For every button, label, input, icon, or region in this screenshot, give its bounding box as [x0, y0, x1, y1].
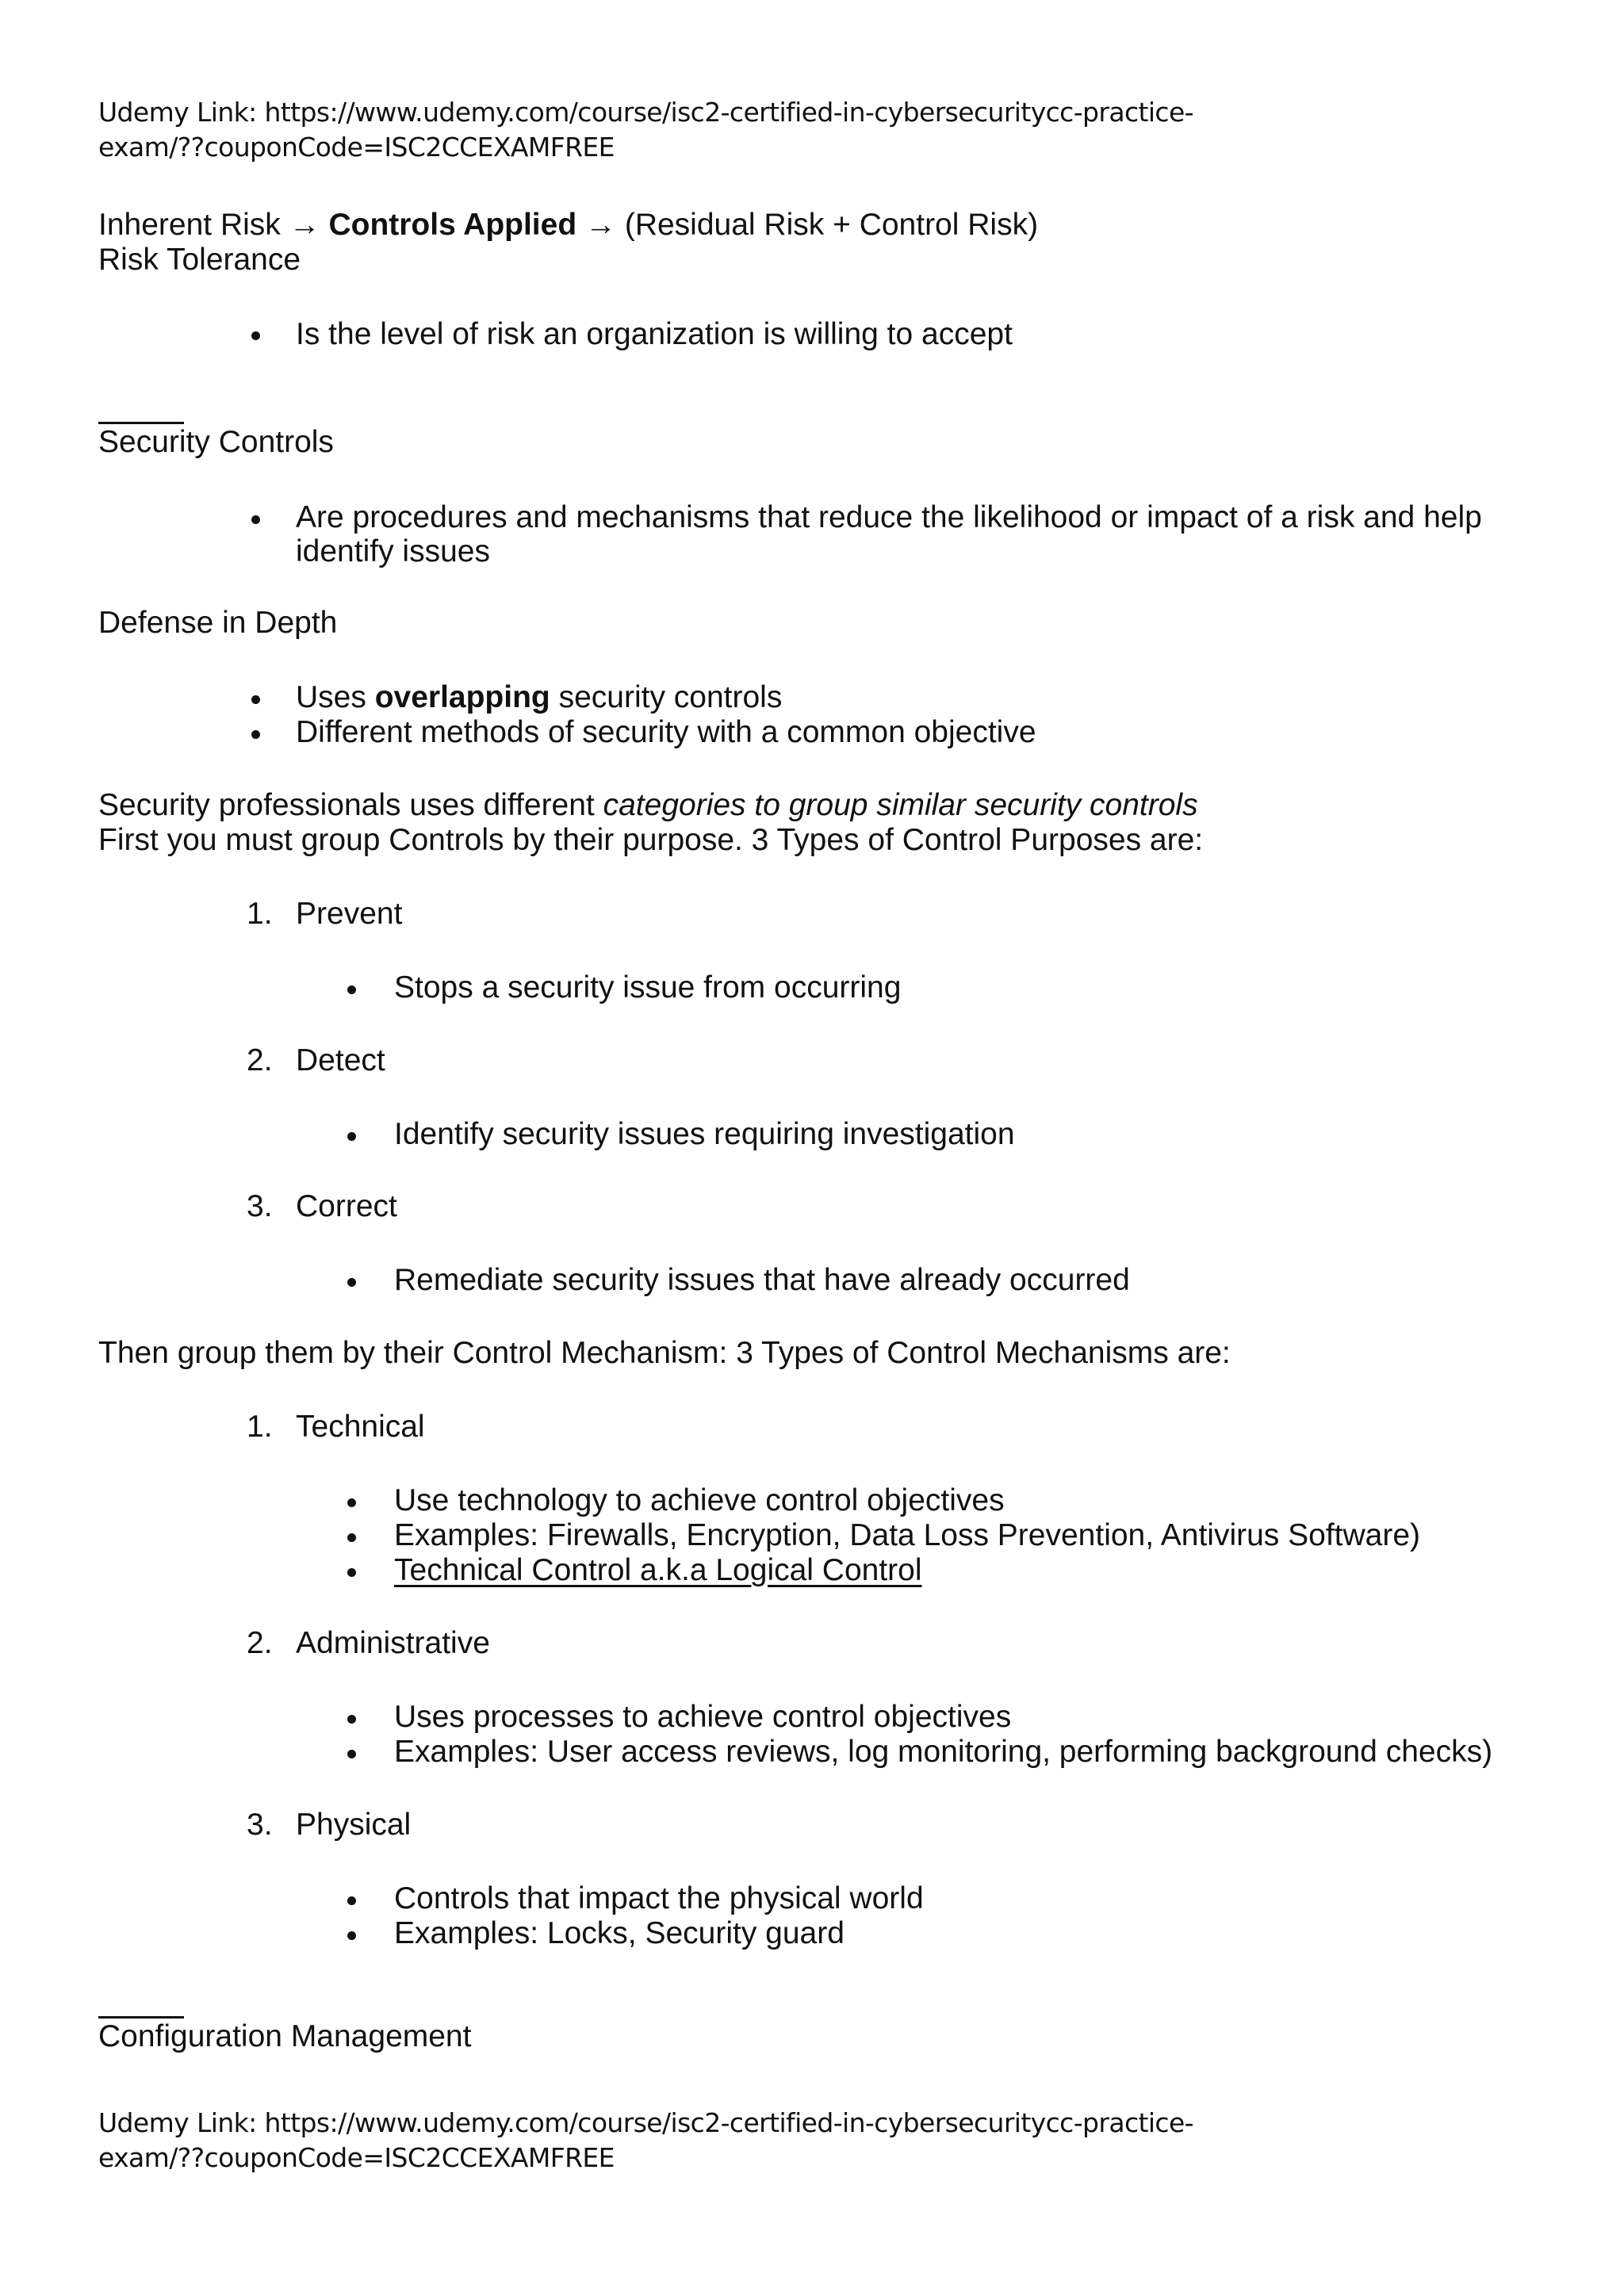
bullet-text: security controls: [550, 680, 783, 714]
configuration-management-heading: Configuration Management: [98, 2019, 472, 2053]
mechanism-number: 2.: [247, 1626, 273, 1660]
bullet-icon: [347, 1568, 356, 1577]
technical-bullet-1: Use technology to achieve control objectives: [394, 1483, 1005, 1517]
risk-tolerance-bullet: Is the level of risk an organization is willing to accept: [296, 317, 1013, 351]
categories-intro-line-2: First you must group Controls by their purpose. 3 Types of Control Purposes are:: [98, 823, 1204, 857]
security-controls-heading: Security Controls: [98, 425, 334, 459]
mechanism-number: 1.: [247, 1410, 273, 1444]
risk-tolerance-heading: Risk Tolerance: [98, 243, 301, 277]
bullet-icon: [251, 515, 260, 524]
flow-part-inherent: Inherent Risk →: [98, 208, 329, 242]
purpose-bullet-prevent: Stops a security issue from occurring: [394, 970, 902, 1004]
mechanism-name-technical: Technical: [296, 1410, 425, 1444]
mechanism-number: 3.: [247, 1808, 273, 1842]
purpose-name-detect: Detect: [296, 1043, 385, 1077]
header-link-line-1: Udemy Link: https://www.udemy.com/course/isc2-certified-in-cybersecuritycc-practice-: [98, 97, 1193, 128]
purpose-number: 3.: [247, 1189, 273, 1223]
bullet-icon: [347, 1750, 356, 1758]
bullet-icon: [251, 331, 260, 340]
administrative-bullet-1: Uses processes to achieve control objectives: [394, 1700, 1012, 1734]
bullet-icon: [347, 1715, 356, 1724]
bullet-icon: [347, 1132, 356, 1141]
bullet-icon: [251, 695, 260, 704]
mechanisms-intro: Then group them by their Control Mechanism: 3 Types of Control Mechanisms are:: [98, 1336, 1231, 1370]
security-controls-bullet-line-1: Are procedures and mechanisms that reduce the likelihood or impact of a risk and help: [296, 500, 1482, 534]
footer-link-line-1: Udemy Link: https://www.udemy.com/course/isc2-certified-in-cybersecuritycc-practice-: [98, 2107, 1193, 2138]
purpose-bullet-detect: Identify security issues requiring investigation: [394, 1117, 1015, 1151]
bullet-icon: [251, 730, 260, 739]
purpose-name-prevent: Prevent: [296, 897, 403, 931]
bullet-icon: [347, 1896, 356, 1905]
technical-bullet-3: [394, 1552, 922, 1589]
technical-bullet-2: Examples: Firewalls, Encryption, Data Loss Prevention, Antivirus Software): [394, 1518, 1421, 1552]
risk-flow-line: [98, 207, 1038, 243]
bullet-icon: [347, 1533, 356, 1542]
purpose-name-correct: Correct: [296, 1189, 397, 1223]
bullet-icon: [347, 1931, 356, 1940]
mechanism-name-administrative: Administrative: [296, 1626, 490, 1660]
purpose-bullet-correct: Remediate security issues that have already occurred: [394, 1263, 1130, 1297]
security-controls-bullet-line-2: identify issues: [296, 534, 490, 568]
bullet-icon: [347, 985, 356, 994]
physical-bullet-1: Controls that impact the physical world: [394, 1881, 924, 1915]
categories-intro-line-1: [98, 787, 1198, 824]
footer-link-line-2: exam/??couponCode=ISC2CCEXAMFREE: [98, 2142, 615, 2173]
bullet-icon: [347, 1278, 356, 1287]
bullet-emphasis: overlapping: [374, 680, 550, 714]
purpose-number: 2.: [247, 1043, 273, 1077]
defense-in-depth-heading: Defense in Depth: [98, 606, 338, 640]
administrative-bullet-2: Examples: User access reviews, log monitoring, performing background checks): [394, 1735, 1493, 1769]
bullet-text: Uses: [296, 680, 375, 714]
intro-emphasis: categories to group similar security controls: [603, 788, 1198, 822]
mechanism-name-physical: Physical: [296, 1808, 412, 1842]
intro-text: Security professionals uses different: [98, 788, 603, 822]
purpose-number: 1.: [247, 897, 273, 931]
defense-in-depth-bullet-2: Different methods of security with a common objective: [296, 715, 1036, 749]
header-link-line-2: exam/??couponCode=ISC2CCEXAMFREE: [98, 132, 615, 163]
defense-in-depth-bullet-1: [296, 679, 782, 716]
physical-bullet-2: Examples: Locks, Security guard: [394, 1916, 845, 1950]
bullet-icon: [347, 1498, 356, 1507]
flow-part-residual: → (Residual Risk + Control Risk): [576, 208, 1039, 242]
underlined-note: Technical Control a.k.a Logical Control: [394, 1553, 922, 1587]
flow-part-controls: Controls Applied: [328, 208, 577, 242]
